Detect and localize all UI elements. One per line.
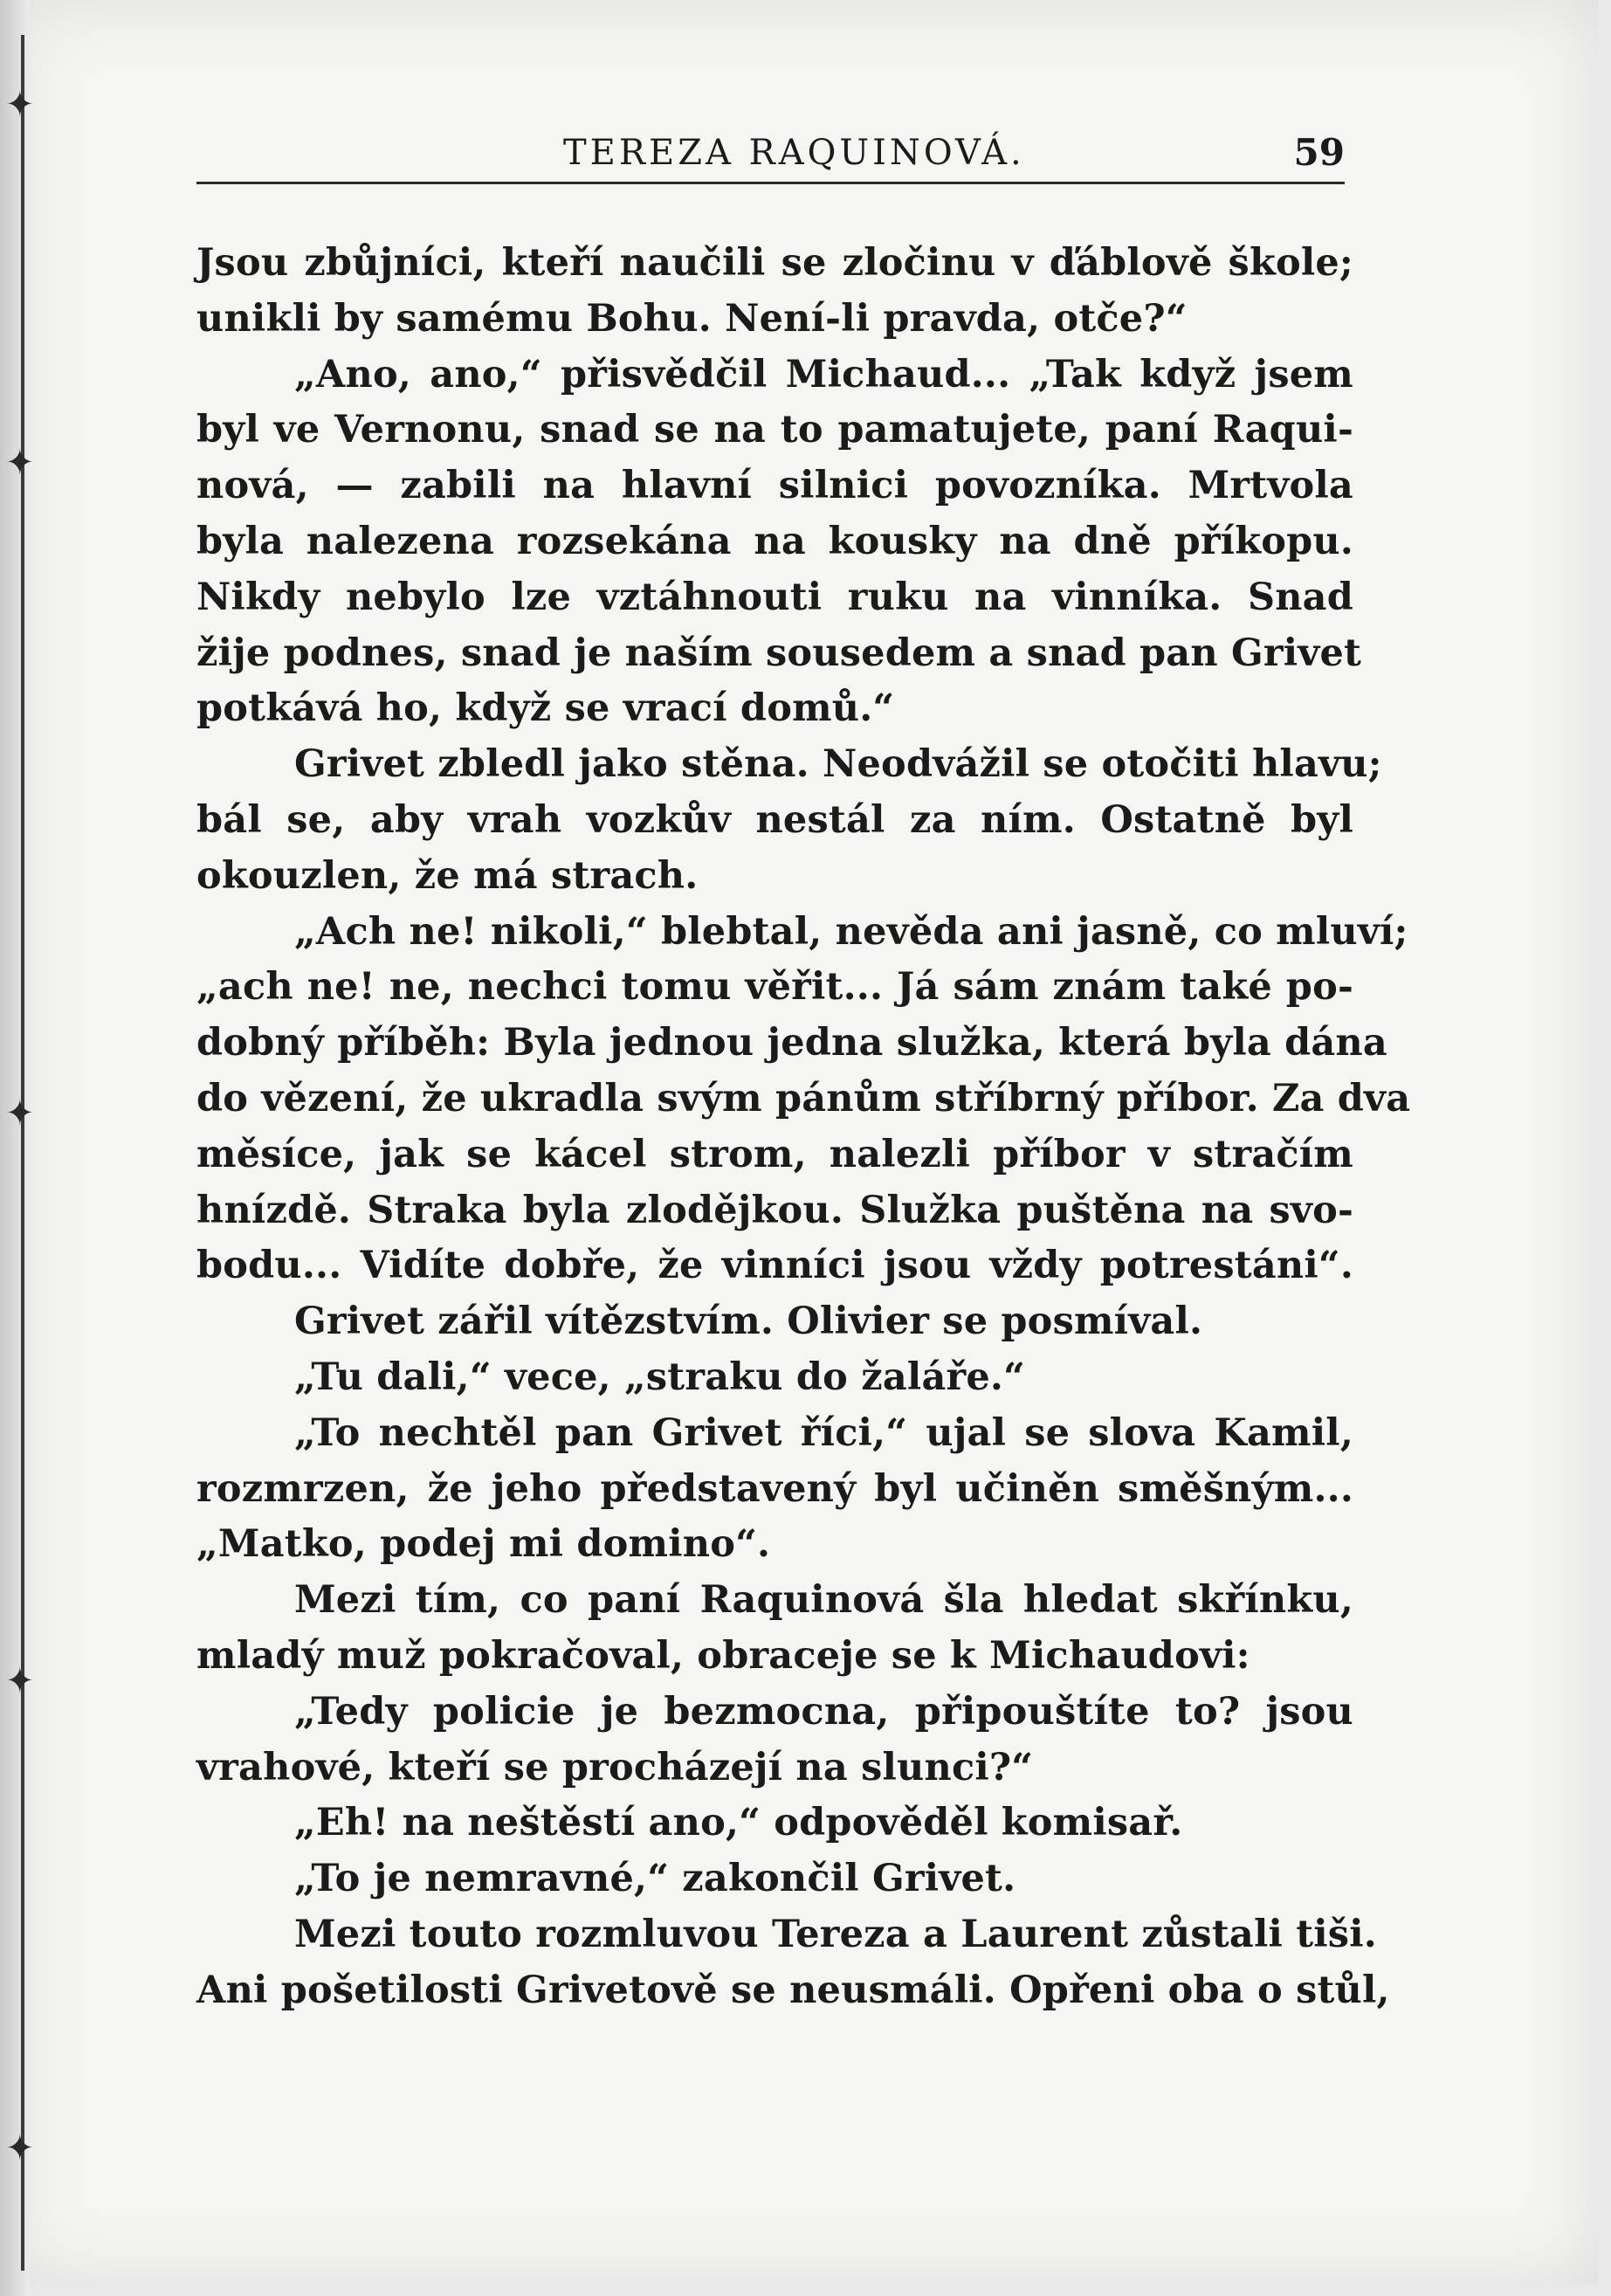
text-line: „Tedy policie je bezmocna, připouštíte to? jsou	[294, 1689, 1353, 1734]
text-line: Grivet zbledl jako stěna. Neodvážil se otočiti hlavu;	[294, 742, 1382, 787]
text-line: rozmrzen, že jeho představený byl učiněn směšným...	[196, 1466, 1353, 1511]
running-title: TEREZA RAQUINOVÁ.	[563, 133, 1025, 173]
text-line: Mezi touto rozmluvou Tereza a Laurent zůstali tiši.	[294, 1912, 1377, 1956]
text-line: „Tu dali,“ vece, „straku do žaláře.“	[294, 1355, 1026, 1399]
binding-mark-icon: ✦	[5, 1093, 35, 1134]
text-line: Ani pošetilosti Grivetově se neusmáli. Opřeni oba o stůl,	[196, 1968, 1390, 2012]
text-line: vrahové, kteří se procházejí na slunci?“	[196, 1745, 1034, 1789]
text-line: byl ve Vernonu, snad se na to pamatujete, paní Raqui-	[196, 408, 1353, 452]
binding-mark-icon: ✦	[5, 443, 35, 483]
binding-edge	[21, 35, 24, 2271]
text-line: „Ano, ano,“ přisvědčil Michaud... „Tak když jsem	[294, 352, 1353, 396]
text-line: „To je nemravné,“ zakončil Grivet.	[294, 1857, 1016, 1901]
binding-mark-icon: ✦	[5, 2128, 35, 2168]
text-line: „Matko, podej mi domino“.	[196, 1522, 771, 1567]
text-line: „ach ne! ne, nechci tomu věřit... Já sám znám také po-	[196, 965, 1353, 1010]
body-text	[196, 236, 1411, 2019]
text-line: žije podnes, snad je naším sousedem a snad pan Grivet	[196, 631, 1362, 675]
text-line: okouzlen, že má strach.	[196, 853, 699, 898]
text-line: unikli by samému Bohu. Není-li pravda, otče?“	[196, 296, 1188, 341]
text-line: bál se, aby vrah vozkův nestál za ním. Ostatně byl	[196, 797, 1353, 842]
text-line: „To nechtěl pan Grivet říci,“ ujal se slova Kamil,	[294, 1410, 1353, 1455]
binding-gutter	[0, 0, 30, 2296]
text-line: nová, — zabili na hlavní silnici povozníka. Mrtvola	[196, 464, 1353, 508]
text-line: „Eh! na neštěstí ano,“ odpověděl komisař.	[294, 1801, 1183, 1845]
text-line: Nikdy nebylo lze vztáhnouti ruku na vinníka. Snad	[196, 575, 1353, 619]
text-line: Jsou zbůjníci, kteří naučili se zločinu v ďáblově škole;	[196, 241, 1353, 285]
page-number: 59	[1293, 131, 1345, 174]
text-line: hnízdě. Straka byla zlodějkou. Služka puštěna na svo-	[196, 1188, 1353, 1232]
binding-mark-icon: ✦	[5, 85, 35, 125]
text-line: mladý muž pokračoval, obraceje se k Michaudovi:	[196, 1633, 1250, 1678]
text-line: měsíce, jak se kácel strom, nalezli příbor v stračím	[196, 1132, 1353, 1176]
text-line: „Ach ne! nikoli,“ blebtal, nevěda ani jasně, co mluví;	[294, 909, 1408, 954]
text-line: Grivet zářil vítězstvím. Olivier se posmíval.	[294, 1300, 1203, 1344]
binding-mark-icon: ✦	[5, 1661, 35, 1701]
text-line: Mezi tím, co paní Raquinová šla hledat skřínku,	[294, 1578, 1353, 1623]
text-line: byla nalezena rozsekána na kousky na dně příkopu.	[196, 519, 1353, 563]
text-line: dobný příběh: Byla jednou jedna služka, která byla dána	[196, 1021, 1387, 1065]
text-line: potkává ho, když se vrací domů.“	[196, 686, 895, 731]
page-header	[196, 129, 1345, 184]
text-line: do vězení, že ukradla svým pánům stříbrný příbor. Za dva	[196, 1076, 1411, 1120]
text-line: bodu... Vidíte dobře, že vinníci jsou vždy potrestáni“.	[196, 1244, 1353, 1288]
